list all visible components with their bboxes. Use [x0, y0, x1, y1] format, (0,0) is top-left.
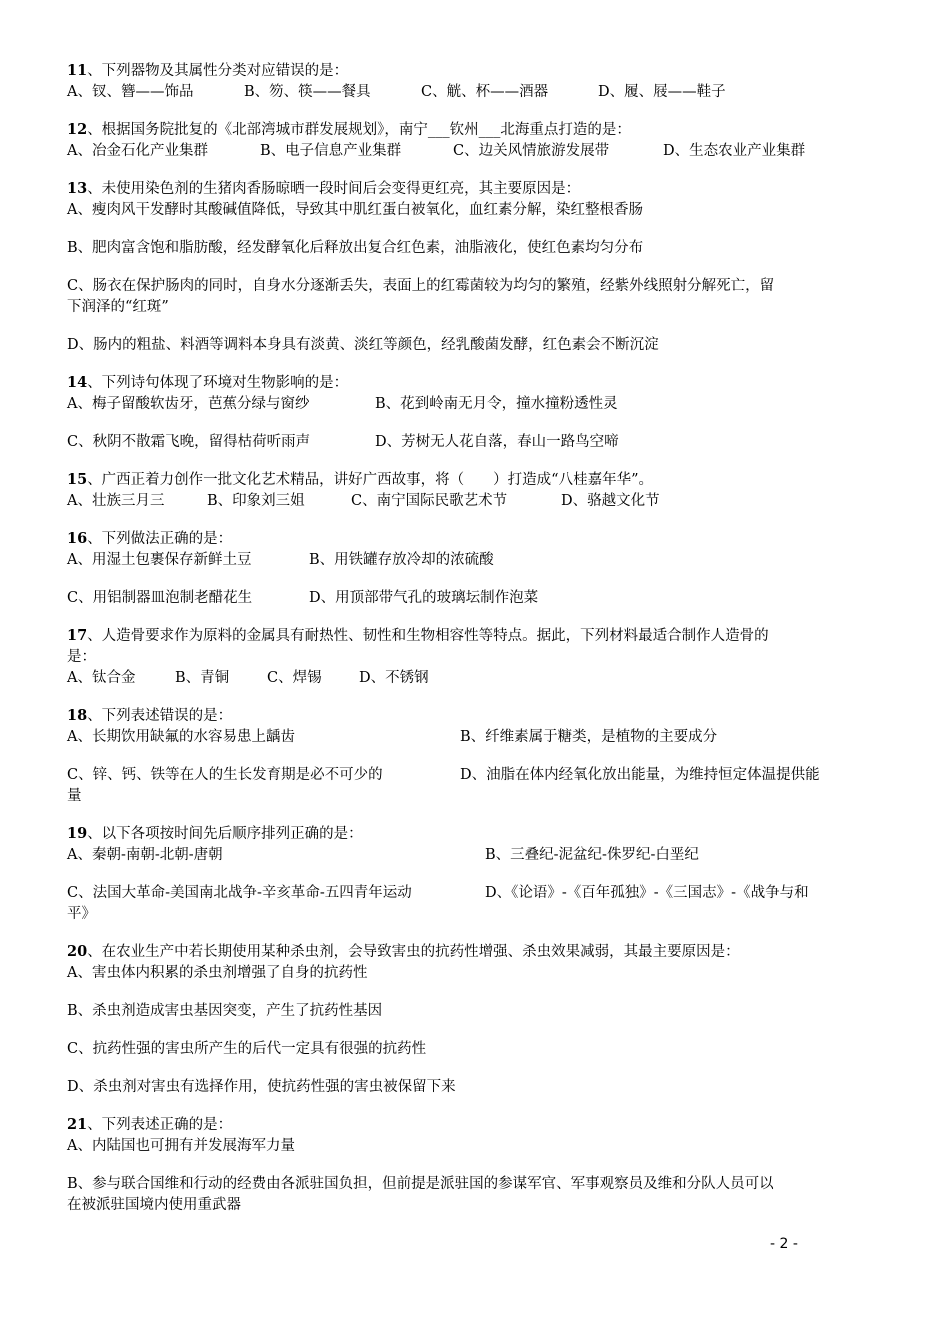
- option-b: B、杀虫剂造成害虫基因突变，产生了抗药性基因: [67, 1003, 383, 1019]
- option-row: [67, 765, 882, 786]
- question-number: 16: [67, 530, 88, 547]
- option-a: A、瘦肉风干发酵时其酸碱值降低，导致其中肌红蛋白被氧化，血红素分解，染红整根香肠: [67, 202, 643, 218]
- option-b: B、电子信息产业集群: [260, 143, 402, 159]
- option-a: A、秦朝-南朝-北朝-唐朝: [67, 847, 223, 863]
- stem-text: 、未使用染色剂的生猪肉香肠晾晒一段时间后会变得更红亮，其主要原因是：: [87, 181, 581, 197]
- stem-text: 、下列做法正确的是：: [87, 531, 233, 547]
- question-11: [67, 60, 882, 103]
- option-a: A、长期饮用缺氟的水容易患上龋齿: [67, 729, 295, 745]
- option-b: B、笏、筷——餐具: [244, 84, 371, 100]
- option-row: [67, 141, 882, 162]
- option-row: [67, 491, 882, 512]
- question-number: 11: [67, 62, 88, 79]
- option-c: C、法国大革命-美国南北战争-辛亥革命-五四青年运动: [67, 885, 412, 901]
- option-d: D、油脂在体内经氧化放出能量，为维持恒定体温提供能: [460, 767, 820, 783]
- option-a: A、钛合金: [67, 670, 136, 686]
- question-stem: [67, 60, 882, 82]
- question-15: [67, 469, 882, 512]
- page-number: - 2 -: [770, 1236, 798, 1252]
- question-stem: [67, 178, 882, 200]
- question-19: [67, 823, 882, 925]
- option-a: A、钗、簪——饰品: [67, 84, 194, 100]
- question-number: 15: [67, 471, 88, 488]
- question-stem: [67, 528, 882, 550]
- question-number: 17: [67, 627, 88, 644]
- option-row: [67, 82, 882, 103]
- stem-text: 、人造骨要求作为原料的金属具有耐热性、韧性和生物相容性等特点。据此，下列材料最适合制作人造骨的: [87, 628, 769, 644]
- question-number: 20: [67, 943, 88, 960]
- option-c: C、抗药性强的害虫所产生的后代一定具有很强的抗药性: [67, 1041, 427, 1057]
- question-stem: [67, 705, 882, 727]
- option-d: D、杀虫剂对害虫有选择作用，使抗药性强的害虫被保留下来: [67, 1079, 456, 1095]
- option-b: B、青铜: [175, 670, 230, 686]
- question-stem: [67, 469, 882, 491]
- question-18: [67, 705, 882, 807]
- stem-text: 、下列表述错误的是：: [87, 708, 233, 724]
- option-a: A、用湿土包裹保存新鲜土豆: [67, 552, 252, 568]
- option-c: C、用铝制器皿泡制老醋花生: [67, 590, 253, 606]
- option-c: C、南宁国际民歌艺术节: [351, 493, 508, 509]
- question-12: [67, 119, 882, 162]
- question-number: 18: [67, 707, 88, 724]
- question-number: 21: [67, 1116, 88, 1133]
- question-number: 19: [67, 825, 88, 842]
- option-b: B、三叠纪-泥盆纪-侏罗纪-白垩纪: [485, 847, 699, 863]
- stem-text: 、广西正着力创作一批文化艺术精品，讲好广西故事，将（ ）打造成“八桂嘉年华”。: [87, 472, 654, 488]
- option-row: [67, 727, 882, 748]
- option-b: B、肥肉富含饱和脂肪酸，经发酵氧化后释放出复合红色素，油脂液化，使红色素均匀分布: [67, 240, 644, 256]
- option-row: [67, 588, 882, 609]
- option-d: D、履、屐——鞋子: [598, 84, 726, 100]
- question-stem: [67, 119, 882, 141]
- question-16: [67, 528, 882, 609]
- question-number: 14: [67, 374, 88, 391]
- question-stem-cont: 是：: [67, 649, 96, 665]
- stem-text: 、在农业生产中若长期使用某种杀虫剂，会导致害虫的抗药性增强、杀虫效果减弱，其最主要原因是：: [87, 944, 740, 960]
- option-d-cont: 量: [67, 788, 82, 804]
- option-c: C、秋阴不散霜飞晚，留得枯荷听雨声: [67, 434, 311, 450]
- option-c: C、锌、钙、铁等在人的生长发育期是必不可少的: [67, 767, 383, 783]
- option-d: D、骆越文化节: [561, 493, 660, 509]
- option-a: A、冶金石化产业集群: [67, 143, 208, 159]
- stem-text: 、下列器物及其属性分类对应错误的是：: [87, 63, 349, 79]
- option-d: D、《论语》-《百年孤独》-《三国志》-《战争与和: [485, 885, 809, 901]
- option-d: D、芳树无人花自落，春山一路鸟空啼: [375, 434, 619, 450]
- option-c-cont: 下润泽的“红斑”: [67, 299, 169, 315]
- question-13: [67, 178, 882, 356]
- question-20: [67, 941, 882, 1098]
- option-a: A、壮族三月三: [67, 493, 165, 509]
- option-row: [67, 668, 882, 689]
- option-d: D、肠内的粗盐、料酒等调料本身具有淡黄、淡红等颜色，经乳酸菌发酵，红色素会不断沉淀: [67, 337, 659, 353]
- option-row: [67, 845, 882, 866]
- option-a: A、内陆国也可拥有并发展海军力量: [67, 1138, 295, 1154]
- option-d-cont: 平》: [67, 906, 96, 922]
- option-d: D、用顶部带气孔的玻璃坛制作泡菜: [309, 590, 539, 606]
- question-14: [67, 372, 882, 453]
- option-c: C、觥、杯——酒器: [421, 84, 549, 100]
- option-row: [67, 432, 882, 453]
- option-b: B、印象刘三姐: [207, 493, 305, 509]
- question-stem: [67, 823, 882, 845]
- exam-page: [67, 60, 882, 1216]
- question-number: 13: [67, 180, 88, 197]
- question-stem: [67, 1114, 882, 1136]
- option-b: B、纤维素属于糖类，是植物的主要成分: [460, 729, 718, 745]
- option-b-cont: 在被派驻国境内使用重武器: [67, 1197, 241, 1213]
- option-row: [67, 550, 882, 571]
- option-c: C、边关风情旅游发展带: [453, 143, 610, 159]
- option-row: [67, 883, 882, 904]
- question-number: 12: [67, 121, 88, 138]
- option-d: D、不锈钢: [359, 670, 429, 686]
- option-c: C、肠衣在保护肠肉的同时，自身水分逐渐丢失，表面上的红霉菌较为均匀的繁殖，经紫外线照射分解死亡，留: [67, 278, 775, 294]
- option-a: A、害虫体内积累的杀虫剂增强了自身的抗药性: [67, 965, 368, 981]
- question-17: [67, 625, 882, 689]
- option-d: D、生态农业产业集群: [663, 143, 806, 159]
- question-21: [67, 1114, 882, 1216]
- question-stem: [67, 372, 882, 394]
- question-stem: [67, 625, 882, 647]
- option-row: [67, 394, 882, 415]
- option-a: A、梅子留酸软齿牙，芭蕉分绿与窗纱: [67, 396, 310, 412]
- option-b: B、参与联合国维和行动的经费由各派驻国负担，但前提是派驻国的参谋军官、军事观察员及维和分队人员可以: [67, 1176, 774, 1192]
- stem-text: 、根据国务院批复的《北部湾城市群发展规划》，南宁___钦州___北海重点打造的是：: [87, 122, 631, 138]
- option-c: C、焊锡: [267, 670, 322, 686]
- option-b: B、花到岭南无月令，撞水撞粉透性灵: [375, 396, 618, 412]
- stem-text: 、以下各项按时间先后顺序排列正确的是：: [87, 826, 363, 842]
- stem-text: 、下列表述正确的是：: [87, 1117, 233, 1133]
- question-stem: [67, 941, 882, 963]
- option-b: B、用铁罐存放冷却的浓硫酸: [309, 552, 494, 568]
- stem-text: 、下列诗句体现了环境对生物影响的是：: [87, 375, 349, 391]
